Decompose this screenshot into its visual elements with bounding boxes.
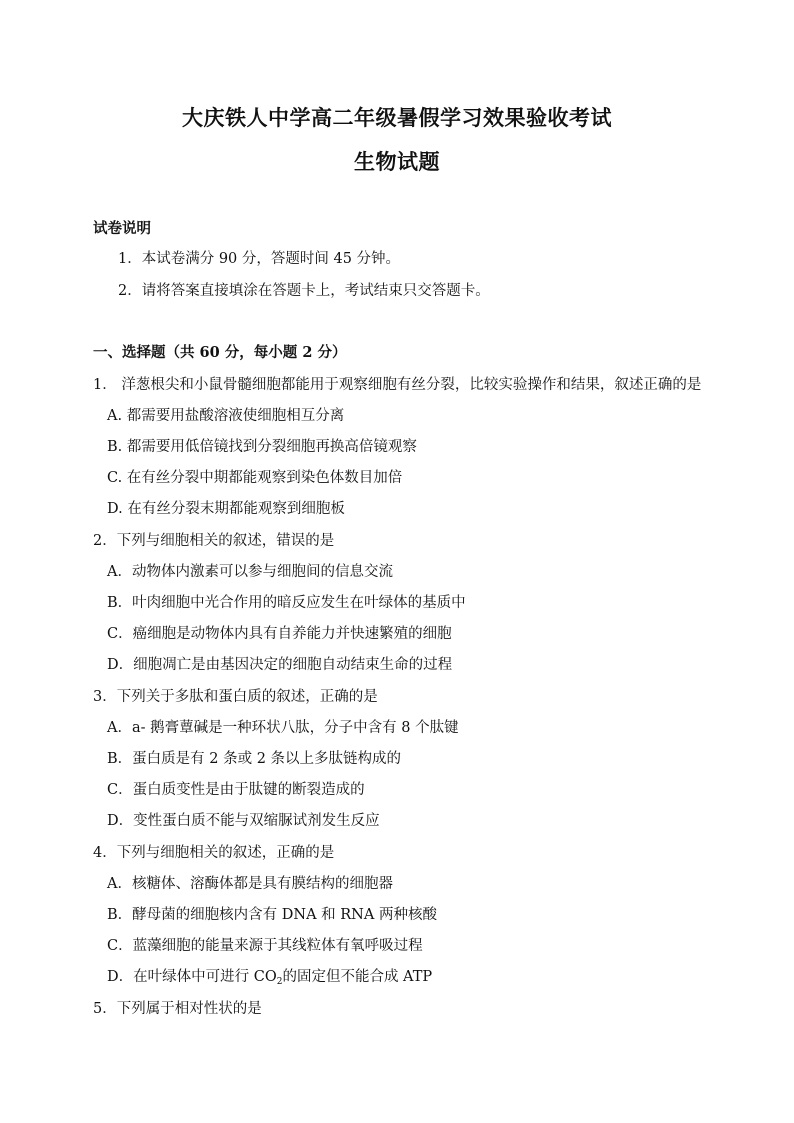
answer-option: A．a- 鹅膏蕈碱是一种环状八肽，分子中含有 8 个肽键 xyxy=(107,720,459,736)
answer-option: B. 都需要用低倍镜找到分裂细胞再换高倍镜观察 xyxy=(107,439,417,455)
instruction-note: 1．本试卷满分 90 分，答题时间 45 分钟。 xyxy=(118,251,401,267)
answer-option: D. 在有丝分裂末期都能观察到细胞板 xyxy=(107,501,345,517)
instructions-heading: 试卷说明 xyxy=(93,220,151,237)
answer-option: C．蛋白质变性是由于肽键的断裂造成的 xyxy=(107,782,365,798)
answer-option: A．核糖体、溶酶体都是具有膜结构的细胞器 xyxy=(107,876,393,892)
answer-option: C．癌细胞是动物体内具有自养能力并快速繁殖的细胞 xyxy=(107,626,452,642)
option-text: 的固定但不能合成 ATP xyxy=(282,969,433,985)
question-stem: 5．下列属于相对性状的是 xyxy=(93,1001,262,1017)
option-text: D．在叶绿体中可进行 CO xyxy=(107,969,277,985)
exam-title: 大庆铁人中学高二年级暑假学习效果验收考试 xyxy=(182,105,612,130)
question-stem: 2．下列与细胞相关的叙述，错误的是 xyxy=(93,533,335,549)
answer-option: C. 在有丝分裂中期都能观察到染色体数目加倍 xyxy=(107,470,403,486)
answer-option: D．变性蛋白质不能与双缩脲试剂发生反应 xyxy=(107,813,380,829)
question-stem: 4．下列与细胞相关的叙述，正确的是 xyxy=(93,845,335,861)
instruction-note: 2．请将答案直接填涂在答题卡上，考试结束只交答题卡。 xyxy=(118,283,490,299)
answer-option: B．酵母菌的细胞核内含有 DNA 和 RNA 两种核酸 xyxy=(107,907,437,923)
subscript: 2 xyxy=(276,977,283,987)
exam-subtitle: 生物试题 xyxy=(354,149,440,174)
answer-option: A. 都需要用盐酸溶液使细胞相互分离 xyxy=(107,408,345,424)
question-stem: 1． 洋葱根尖和小鼠骨髓细胞都能用于观察细胞有丝分裂，比较实验操作和结果，叙述正确的是 xyxy=(93,377,702,393)
question-stem: 3．下列关于多肽和蛋白质的叙述，正确的是 xyxy=(93,689,378,705)
answer-option xyxy=(107,965,432,986)
answer-option: D．细胞凋亡是由基因决定的细胞自动结束生命的过程 xyxy=(107,657,453,673)
answer-option: A．动物体内激素可以参与细胞间的信息交流 xyxy=(107,564,393,580)
answer-option: C．蓝藻细胞的能量来源于其线粒体有氧呼吸过程 xyxy=(107,938,423,954)
answer-option: B．叶肉细胞中光合作用的暗反应发生在叶绿体的基质中 xyxy=(107,595,466,611)
answer-option: B．蛋白质是有 2 条或 2 条以上多肽链构成的 xyxy=(107,751,402,767)
section-heading: 一、选择题（共 60 分，每小题 2 分） xyxy=(93,344,347,361)
